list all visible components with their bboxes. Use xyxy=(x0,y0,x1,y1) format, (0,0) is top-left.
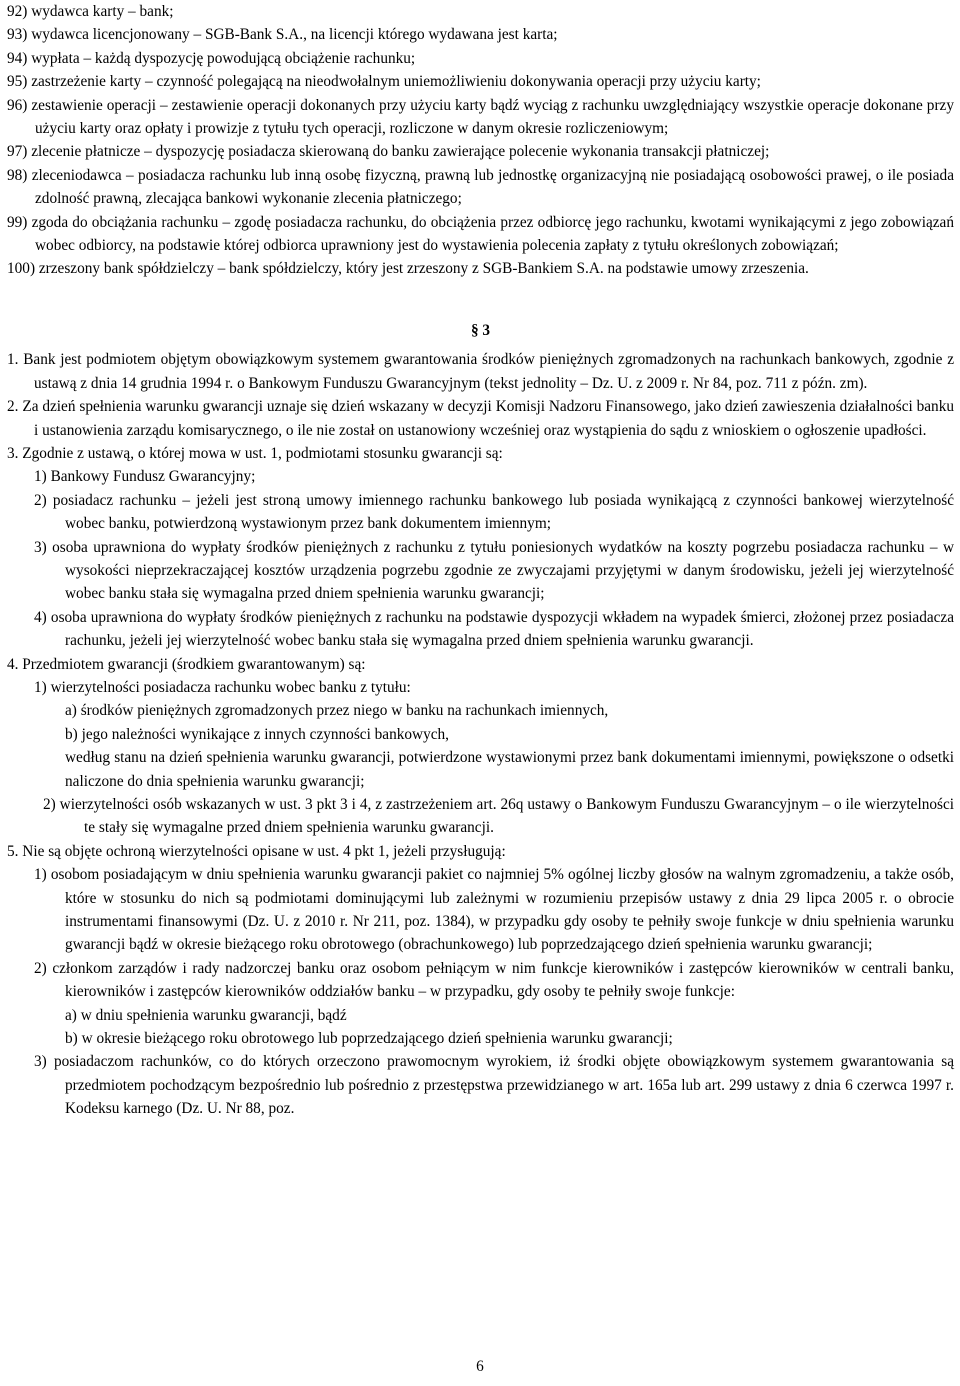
list-subitem: b) jego należności wynikające z innych czynności bankowych, xyxy=(65,725,449,743)
list-item: 1) wierzytelności posiadacza rachunku wobec banku z tytułu: xyxy=(34,678,411,696)
list-item: 3) posiadaczom rachunków, co do których orzeczono prawomocnym wyrokiem, iż środki objęte obowiązkowym systemem gwarantowania są przedmiotem pochodzącym bezpośrednio lub pośrednio z przestępstwa przewidzianego w art. 165a lub art. 299 ustawy z dnia 6 czerwca 1997 r. Kodeksu karnego (Dz. U. Nr 88, poz. xyxy=(34,1053,954,1118)
list-item: 2) posiadacz rachunku – jeżeli jest stroną umowy imiennego rachunku bankowego lub posiada wynikającą z czynności bankowej wierzytelność wobec banku, potwierdzoną wystawionym przez bank dokumentem imiennym; xyxy=(34,491,954,533)
definition-item: 100) zrzeszony bank spółdzielczy – bank spółdzielczy, który jest zrzeszony z SGB-Bankiem S.A. na podstawie umowy zrzeszenia. xyxy=(7,260,809,278)
list-item: 3) osoba uprawniona do wypłaty środków pieniężnych z rachunku z tytułu poniesionych wydatków na koszty pogrzebu posiadacza rachunku – w wysokości nieprzekraczającej kosztów urządzenia pogrzebu zgodnie ze zwyczajami przyjętymi w danym środowisku, jeżeli jej wierzytelność wobec banku stała się wymagalna przed dniem spełnienia warunku gwarancji; xyxy=(34,538,954,603)
definition-item: 94) wypłata – każdą dyspozycję powodującą obciążenie rachunku; xyxy=(7,49,416,67)
paragraph-4: 4. Przedmiotem gwarancji (środkiem gwarantowanym) są: xyxy=(7,655,366,673)
definition-item: 99) zgoda do obciążania rachunku – zgodę posiadacza rachunku, do obciążenia przez odbiorcę jego rachunku, kwotami wynikającymi z jego zobowiązań wobec odbiorcy, na podstawie której odbiorca uprawniony jest do wystawienia polecenia zapłaty z tytułu określonych zobowiązań; xyxy=(7,213,954,255)
definition-item: 97) zlecenie płatnicze – dyspozycję posiadacza skierowaną do banku zawierające polecenie wykonania transakcji płatniczej; xyxy=(7,143,770,161)
definition-item: 92) wydawca karty – bank; xyxy=(7,3,174,20)
list-subitem: a) w dniu spełnienia warunku gwarancji, bądź xyxy=(65,1006,347,1024)
definitions-list xyxy=(7,0,954,281)
list-item: 1) Bankowy Fundusz Gwarancyjny; xyxy=(34,468,256,486)
paragraph-2: 2. Za dzień spełnienia warunku gwarancji uznaje się dzień wskazany w decyzji Komisji Nadzoru Finansowego, jako dzień zawieszenia działalności banku i ustanowienia zarządu komisarycznego, o ile nie został on ustanowiony wcześniej oraz wystąpienia do sądu z wnioskiem o ogłoszenie upadłości. xyxy=(7,398,954,439)
paragraph-5: 5. Nie są objęte ochroną wierzytelności opisane w ust. 4 pkt 1, jeżeli przysługują: xyxy=(7,842,506,860)
section-body xyxy=(7,348,954,1120)
paragraph-3: 3. Zgodnie z ustawą, o której mowa w ust. 1, podmiotami stosunku gwarancji są: xyxy=(7,444,503,462)
list-item: 2) wierzytelności osób wskazanych w ust. 3 pkt 3 i 4, z zastrzeżeniem art. 26q ustawy o Bankowym Funduszu Gwarancyjnym – o ile wierzytelności te stały się wymagalne przed dniem spełnienia warunku gwarancji. xyxy=(43,796,954,837)
list-subitem: a) środków pieniężnych zgromadzonych przez niego w banku na rachunkach imiennych, xyxy=(65,702,609,720)
definition-item: 95) zastrzeżenie karty – czynność polegającą na nieodwołalnym uniemożliwieniu dokonywania operacji przy użyciu karty; xyxy=(7,73,761,91)
page-number: 6 xyxy=(476,1358,484,1375)
list-item: 1) osobom posiadającym w dniu spełnienia warunku gwarancji pakiet co najmniej 5% ogólnej liczby głosów na walnym zgromadzeniu, a także osób, które w stosunku do nich są podmiotami dominującymi lub zależnymi w rozumieniu przepisów ustawy z dnia 29 lipca 2005 r. o obrocie instrumentami finansowymi (Dz. U. z 2010 r. Nr 211, poz. 1384), w przypadku gdy osoby te pełniły swoje funkcje w dniu spełnienia warunku gwarancji bądź w okresie bieżącego roku obrotowego (obrachunkowego) lub poprzedzającego dzień spełnienia warunku gwarancji; xyxy=(34,866,954,954)
definition-item: 96) zestawienie operacji – zestawienie operacji dokonanych przy użyciu karty bądź wyciąg z rachunku uwzględniający wszystkie operacje dokonane przy użyciu karty oraz opłaty i prowizje z tytułu tych operacji, rozliczone w danym okresie rozliczeniowym; xyxy=(7,96,954,138)
list-item-continuation: według stanu na dzień spełnienia warunku gwarancji, potwierdzone wystawionymi przez bank dokumentami imiennymi, powiększone o odsetki naliczone do dnia spełnienia warunku gwarancji; xyxy=(65,749,954,790)
definition-item: 98) zleceniodawca – posiadacza rachunku lub inną osobę fizyczną, prawną lub jednostkę organizacyjną nie posiadającą osobowości prawej, o ile posiada zdolność prawną, zlecająca bankowi wykonanie zlecenia płatniczego; xyxy=(7,166,954,208)
definition-item: 93) wydawca licencjonowany – SGB-Bank S.A., na licencji którego wydawana jest karta; xyxy=(7,26,558,44)
list-subitem: b) w okresie bieżącego roku obrotowego lub poprzedzającego dzień spełnienia warunku gwarancji; xyxy=(65,1030,673,1048)
paragraph-1: 1. Bank jest podmiotem objętym obowiązkowym systemem gwarantowania środków pieniężnych zgromadzonych na rachunkach bankowych, zgodnie z ustawą z dnia 14 grudnia 1994 r. o Bankowym Funduszu Gwarancyjnym (tekst jednolity – Dz. U. z 2009 r. Nr 84, poz. 711 z późn. zm). xyxy=(7,351,954,392)
list-item: 4) osoba uprawniona do wypłaty środków pieniężnych z rachunku na podstawie dyspozycji wkładem na wypadek śmierci, złożonej przez posiadacza rachunku, jeżeli jej wierzytelność wobec banku stała się wymagalna przed dniem spełnienia warunku gwarancji. xyxy=(34,608,954,650)
document-page xyxy=(7,0,954,1121)
list-item: 2) członkom zarządów i rady nadzorczej banku oraz osobom pełniącym w nim funkcje kierowników i zastępców kierowników w centrali banku, kierowników i zastępców kierowników oddziałów banku – w przypadku, gdy osoby te pełniły swoje funkcje: xyxy=(34,959,954,1001)
section-heading: § 3 xyxy=(470,321,491,339)
